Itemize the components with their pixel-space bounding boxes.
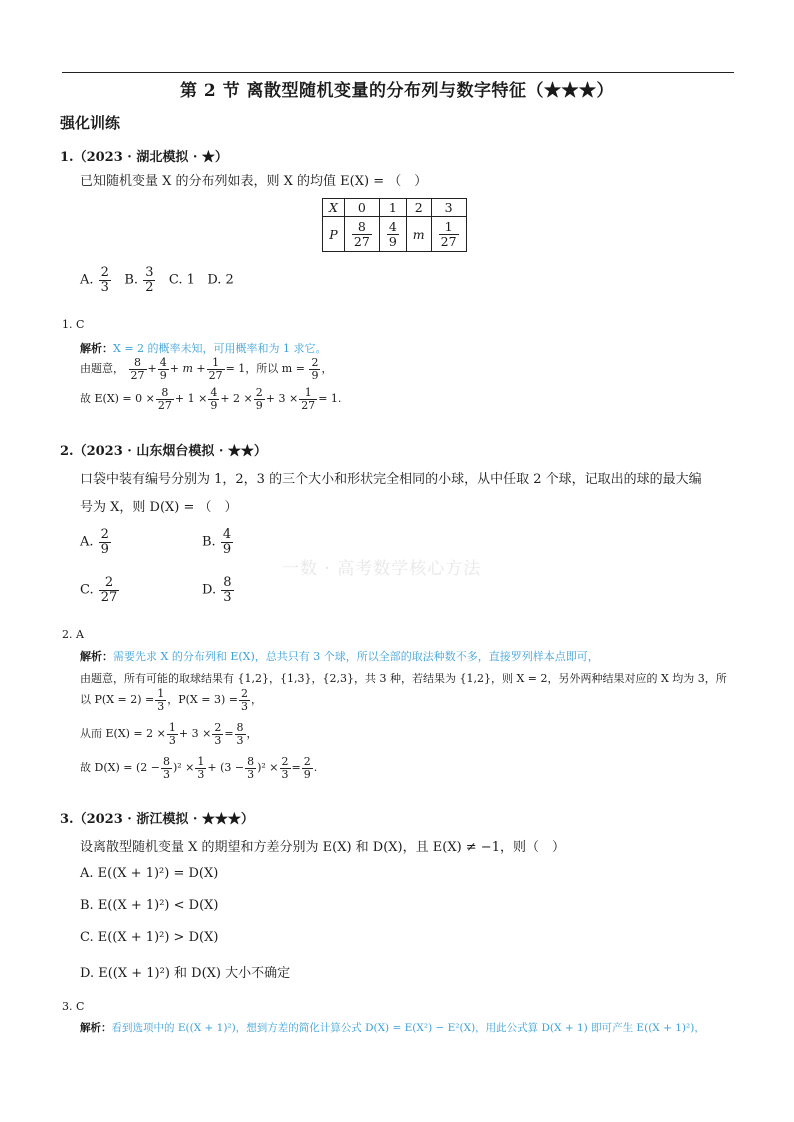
q3-option-a: A. E((X + 1)²) = D(X): [80, 866, 219, 881]
q1-option-c: C. 1: [168, 272, 195, 288]
q2-solution-line-3: 从而 E(X) = 2 × $\frac{1}{3}$ + 3 × $\frac{2}{3}$ = $\frac{8}{3}$ ，: [80, 721, 258, 747]
page-title: 第 2 节 离散型随机变量的分布列与数字特征（★★★）: [179, 81, 615, 101]
q2-stem-line-2: 号为 X，则 D(X) = （ ）: [80, 500, 238, 515]
q3-heading: 3.（2023 · 浙江模拟 · ★★★）: [60, 812, 254, 827]
q3-option-d: D. E((X + 1)²) 和 D(X) 大小不确定: [80, 966, 291, 981]
q2-answer: 2. A: [62, 628, 84, 641]
q3-option-c: C. E((X + 1)²) > D(X): [80, 930, 219, 945]
q2-heading: 2.（2023 · 山东烟台模拟 · ★★）: [60, 444, 267, 459]
q2-analysis-note: 解析：需要先求 X 的分布列和 E(X)，总共只有 3 个球，所以全部的取法种数不多，直接罗列样本点即可，: [80, 650, 599, 663]
q2-solution-line-2: 以 P(X = 2) = $\frac{1}{3}$ ，P(X = 3) = $\frac{2}{3}$ ，: [80, 687, 262, 713]
table-cell: $\frac{8}{27}$: [344, 217, 379, 252]
q2-option-c: C. $\frac{2}{27}$: [80, 575, 118, 605]
q1-answer: 1. C: [62, 318, 85, 331]
q1-solution-line-1: 由题意， $\frac{8}{27}$ + $\frac{4}{9}$ + m + $\frac{1}{27}$ = 1，所以 m = $\frac{2}{9}$ ，: [80, 356, 333, 382]
q2-option-d: D. $\frac{8}{3}$: [202, 575, 232, 605]
watermark: 一数 · 高考数学核心方法: [282, 559, 482, 579]
q1-option-a-label: A.: [80, 272, 94, 288]
q1-options: A. $\frac{2}{3}$ B. $\frac{3}{2}$ C. 1 D. 2: [80, 265, 234, 295]
q3-option-b: B. E((X + 1)²) < D(X): [80, 898, 219, 913]
q1-stem: 已知随机变量 X 的分布列如表，则 X 的均值 E(X) = （ ）: [80, 174, 428, 189]
q3-stem: 设离散型随机变量 X 的期望和方差分别为 E(X) 和 D(X)，且 E(X) ≠ −1，则（ ）: [80, 840, 565, 855]
table-cell: 3: [431, 199, 466, 217]
q2-solution-line-4: 故 D(X) = (2 − $\frac{8}{3}$ )² × $\frac{1}{3}$ + (3 − $\frac{8}{3}$ )² × $\frac{2}{3}$ = $\frac{2}{9}$ .: [80, 755, 318, 781]
q1-solution-line-2: 故 E(X) = 0 × $\frac{8}{27}$ + 1 × $\frac{4}{9}$ + 2 × $\frac{2}{9}$ + 3 × $\frac{1}{27}$ = 1.: [80, 386, 342, 412]
header-rule: [62, 72, 734, 73]
q1-heading: 1.（2023 · 湖北模拟 · ★）: [60, 150, 228, 165]
q2-option-b: B. $\frac{4}{9}$: [202, 527, 232, 557]
q1-option-b-label: B.: [124, 272, 139, 288]
q3-answer: 3. C: [62, 1000, 85, 1013]
q1-option-d: D. 2: [207, 272, 234, 288]
q2-option-a: A. $\frac{2}{9}$: [80, 527, 109, 557]
q2-stem-line-1: 口袋中装有编号分别为 1，2，3 的三个大小和形状完全相同的小球，从中任取 2 个球，记取出的球的最大编: [80, 472, 702, 487]
table-cell: $\frac{4}{9}$: [379, 217, 406, 252]
q2-solution-line-1: 由题意，所有可能的取球结果有 {1,2}，{1,3}，{2,3}，共 3 种，若结果为 {1,2}，则 X = 2，另外两种结果对应的 X 均为 3，所: [80, 672, 727, 685]
q1-analysis-note: 解析：X = 2 的概率未知，可用概率和为 1 求它。: [80, 342, 327, 355]
table-cell: 1: [379, 199, 406, 217]
table-header-x: X: [323, 199, 345, 217]
section-heading: 强化训练: [60, 114, 121, 132]
table-cell: 0: [344, 199, 379, 217]
table-cell: $\frac{1}{27}$: [431, 217, 466, 252]
table-header-p: P: [323, 217, 345, 252]
table-cell: 2: [406, 199, 431, 217]
q1-distribution-table: [322, 198, 467, 252]
table-cell: m: [406, 217, 431, 252]
q3-analysis-note: 解析：看到选项中的 E((X + 1)²)，想到方差的简化计算公式 D(X) = E(X²) − E²(X)，用此公式算 D(X + 1) 即可产生 E((X + 1)²)，: [80, 1022, 705, 1034]
